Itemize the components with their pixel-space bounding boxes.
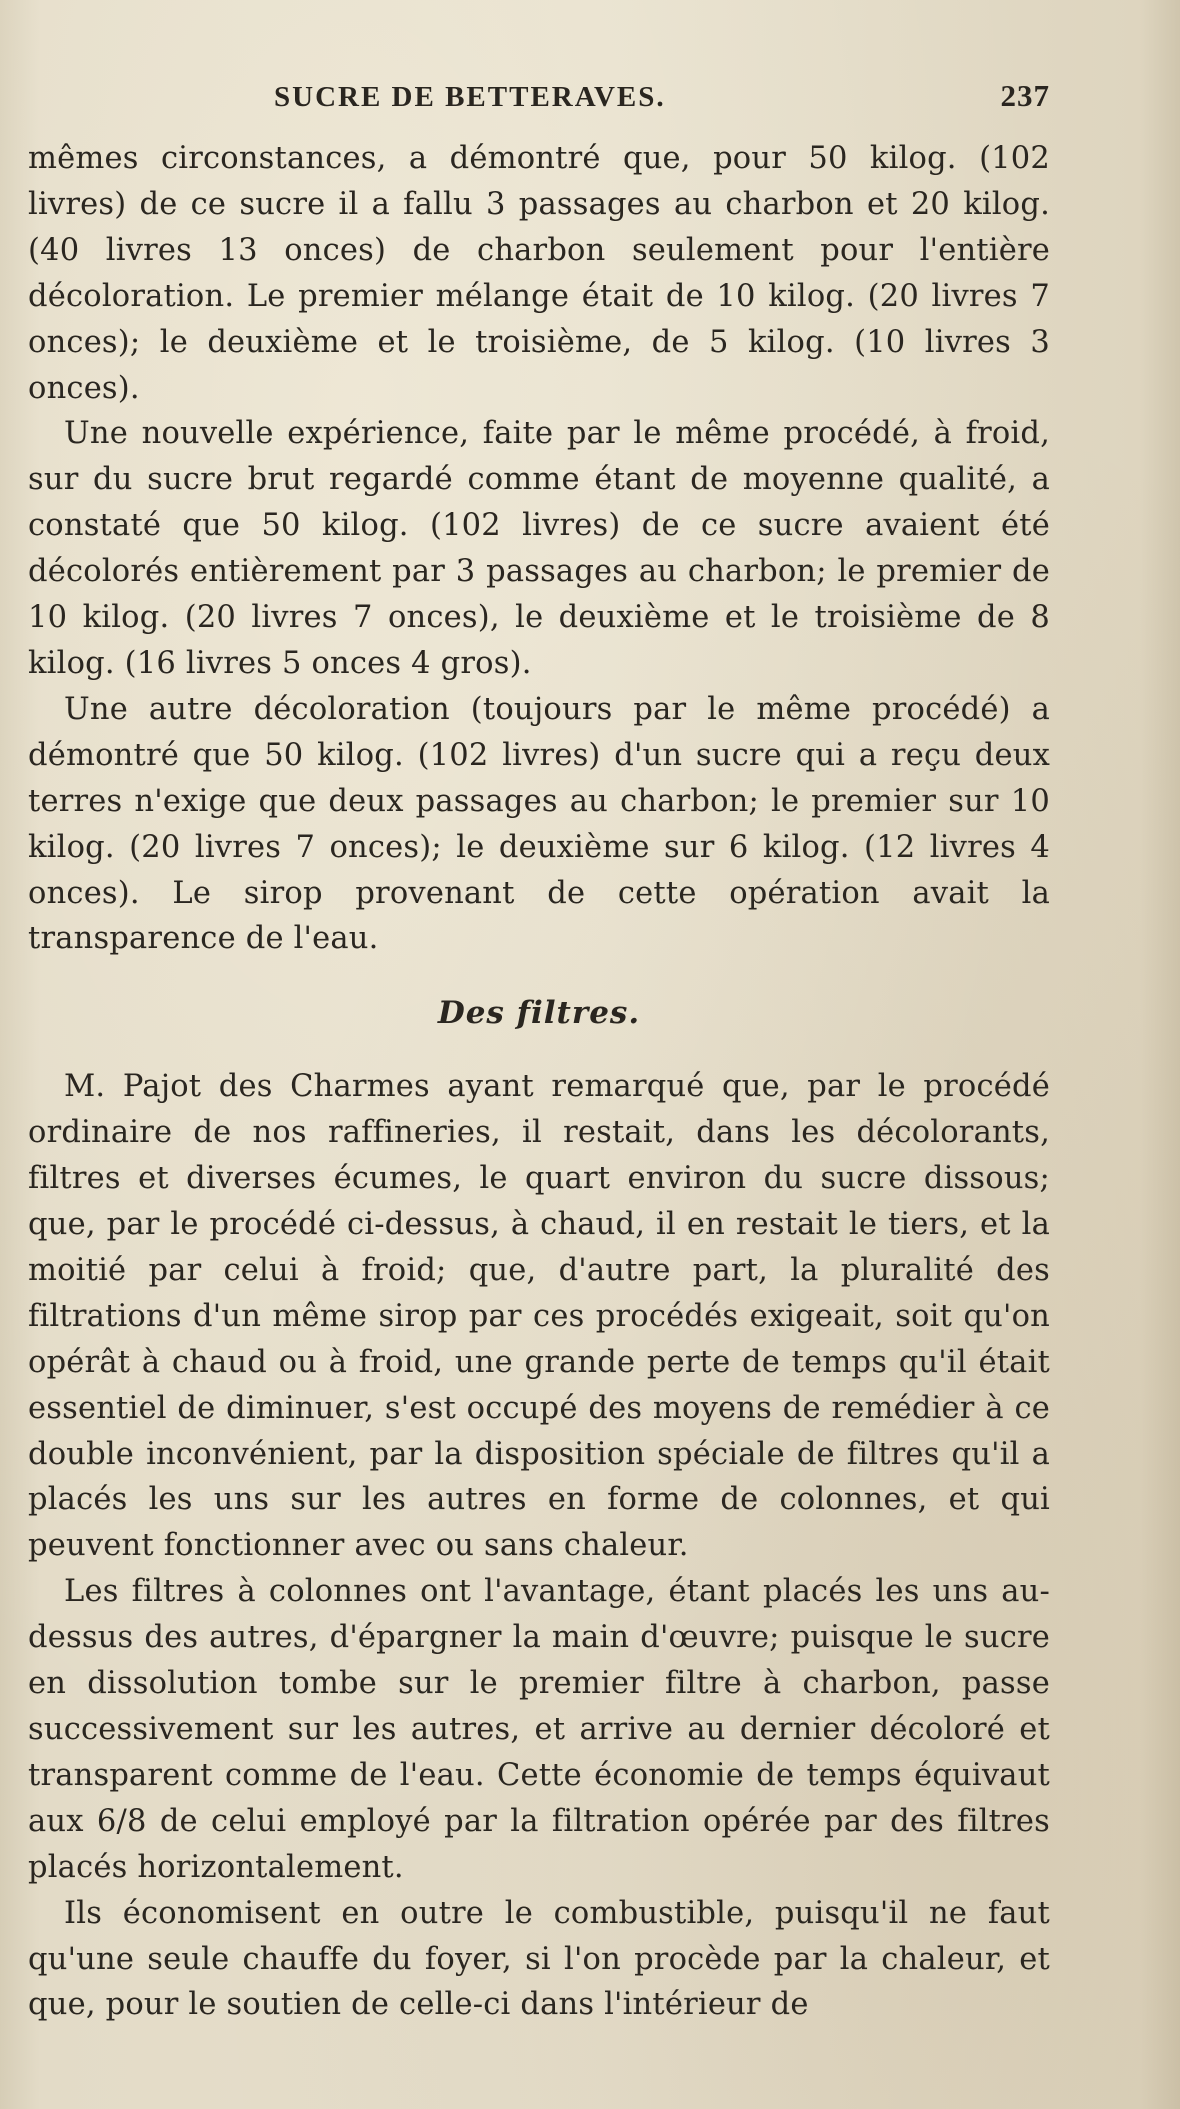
- running-title: SUCRE DE BETTERAVES.: [274, 81, 666, 113]
- paragraph: Une nouvelle expérience, faite par le même procédé, à froid, sur du sucre brut regardé comme étant de moyenne qualité, a constaté que 50 kilog. (102 livres) de ce sucre avaient été décolorés entièrement par 3 passages au charbon; le premier de 10 kilog. (20 livres 7 onces), le deuxième et le troisième de 8 kilog. (16 livres 5 onces 4 gros).: [28, 416, 1050, 681]
- paragraph: Ils économisent en outre le combustible, puisqu'il ne faut qu'une seule chauffe du foyer, si l'on procède par la chaleur, et que, pour le soutien de celle-ci dans l'intérieur de: [28, 1895, 1050, 2023]
- section-heading: Des filtres.: [437, 995, 641, 1032]
- text-block: [28, 78, 1050, 2028]
- paragraph: M. Pajot des Charmes ayant remarqué que, par le procédé ordinaire de nos raffineries, il restait, dans les décolorants, filtres et diverses écumes, le quart environ du sucre dissous; que, par le procédé ci-dessus, à chaud, il en restait le tiers, et la moitié par celui à froid; que, d'autre part, la pluralité des filtrations d'un même sirop par ces procédés exigeait, soit qu'on opérât à chaud ou à froid, une grande perte de temps qu'il était essentiel de diminuer, s'est occupé des moyens de remédier à ce double inconvénient, par la disposition spéciale de filtres qu'il a placés les uns sur les autres en forme de colonnes, et qui peuvent fonctionner avec ou sans chaleur.: [28, 1069, 1050, 1564]
- page-number: 237: [1000, 78, 1050, 113]
- paragraph: Une autre décoloration (toujours par le même procédé) a démontré que 50 kilog. (102 livres) d'un sucre qui a reçu deux terres n'exige que deux passages au charbon; le premier sur 10 kilog. (20 livres 7 onces); le deuxième sur 6 kilog. (12 livres 4 onces). Le sirop provenant de cette opération avait la transparence de l'eau.: [28, 691, 1050, 957]
- paragraph-continued: mêmes circonstances, a démontré que, pour 50 kilog. (102 livres) de ce sucre il a fallu 3 passages au charbon et 20 kilog. (40 livres 13 onces) de charbon seulement pour l'entière décoloration. Le premier mélange était de 10 kilog. (20 livres 7 onces); le deuxième et le troisième, de 5 kilog. (10 livres 3 onces).: [28, 141, 1050, 406]
- paragraph: Les filtres à colonnes ont l'avantage, étant placés les uns au-dessus des autres, d'épargner la main d'œuvre; puisque le sucre en dissolution tombe sur le premier filtre à charbon, passe successivement sur les autres, et arrive au dernier décoloré et transparent comme de l'eau. Cette économie de temps équivaut aux 6/8 de celui employé par la filtration opérée par des filtres placés horizontalement.: [28, 1574, 1050, 1885]
- running-head: [28, 78, 1050, 136]
